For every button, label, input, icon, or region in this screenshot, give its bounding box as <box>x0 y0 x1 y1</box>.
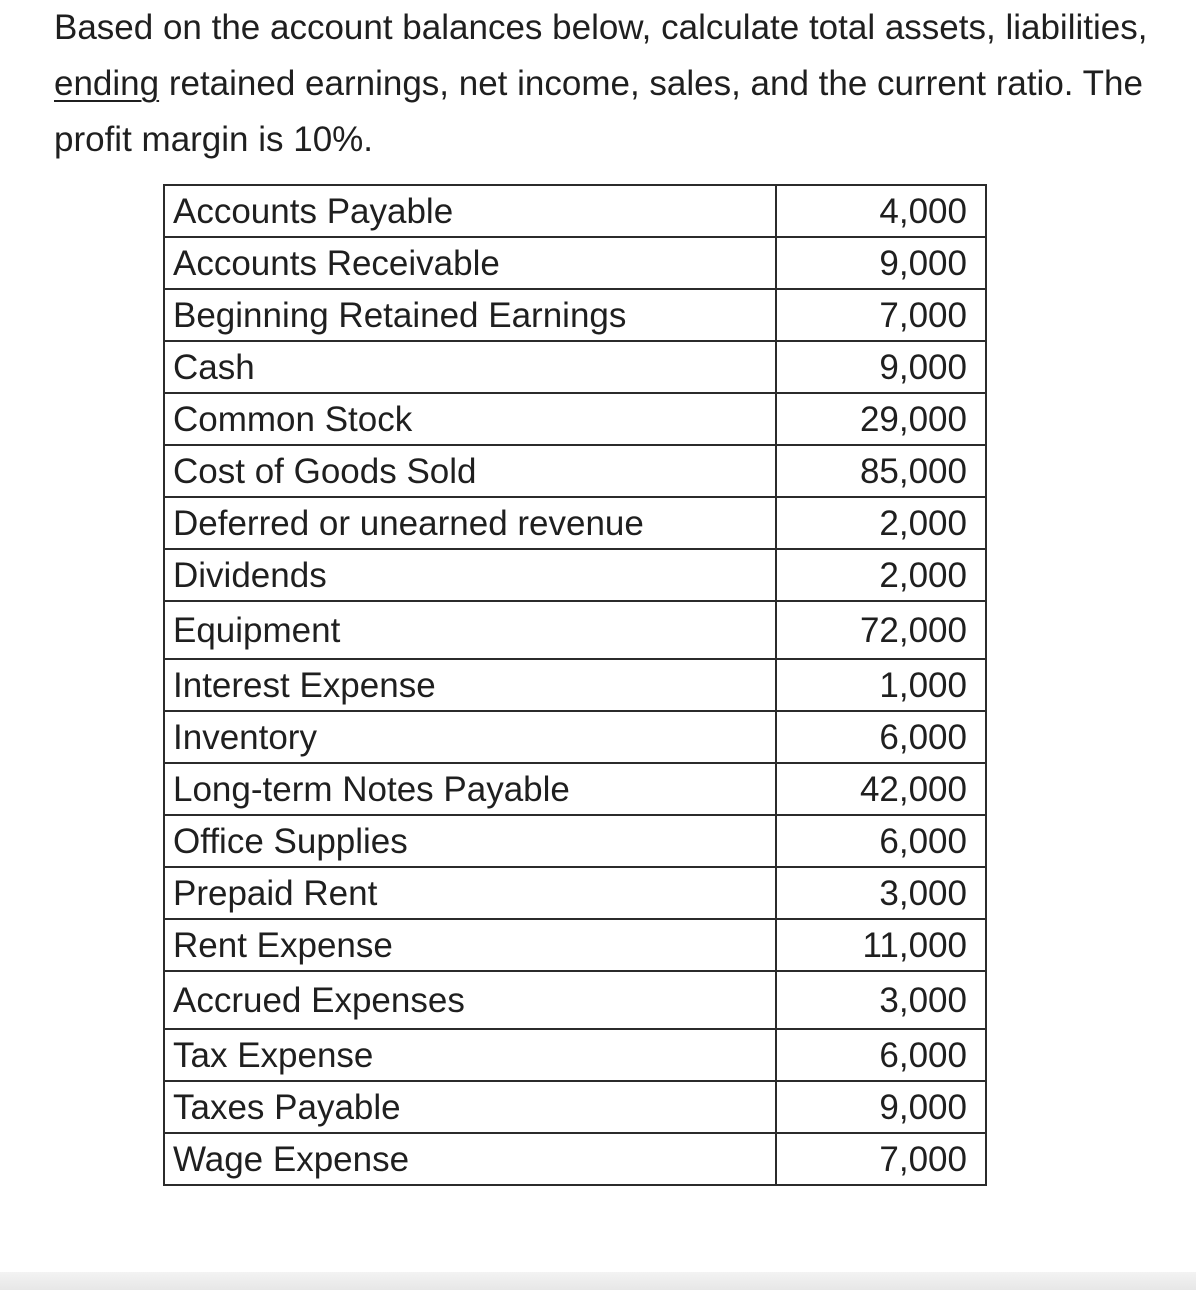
table-row <box>164 971 986 1029</box>
account-name: Deferred or unearned revenue <box>164 497 776 549</box>
account-amount: 7,000 <box>776 289 986 341</box>
table-row <box>164 711 986 763</box>
account-amount: 7,000 <box>776 1133 986 1185</box>
table-row <box>164 659 986 711</box>
prompt-underlined-word: ending <box>54 64 160 103</box>
table-row <box>164 815 986 867</box>
account-amount: 85,000 <box>776 445 986 497</box>
account-name: Taxes Payable <box>164 1081 776 1133</box>
account-amount: 6,000 <box>776 1029 986 1081</box>
account-name: Beginning Retained Earnings <box>164 289 776 341</box>
account-amount: 42,000 <box>776 763 986 815</box>
table-row <box>164 919 986 971</box>
account-amount: 9,000 <box>776 1081 986 1133</box>
account-amount: 11,000 <box>776 919 986 971</box>
account-name: Equipment <box>164 601 776 659</box>
account-amount: 6,000 <box>776 711 986 763</box>
account-name: Accounts Payable <box>164 185 776 237</box>
table-row <box>164 1029 986 1081</box>
account-name: Wage Expense <box>164 1133 776 1185</box>
account-balances-table <box>163 184 987 1186</box>
account-amount: 1,000 <box>776 659 986 711</box>
account-name: Prepaid Rent <box>164 867 776 919</box>
table-row <box>164 445 986 497</box>
table-row <box>164 497 986 549</box>
account-amount: 2,000 <box>776 497 986 549</box>
account-amount: 29,000 <box>776 393 986 445</box>
account-name: Long-term Notes Payable <box>164 763 776 815</box>
account-name: Inventory <box>164 711 776 763</box>
window-bottom-edge <box>0 1272 1196 1290</box>
table-row <box>164 393 986 445</box>
table-row <box>164 1133 986 1185</box>
table-row <box>164 763 986 815</box>
account-amount: 3,000 <box>776 867 986 919</box>
account-name: Interest Expense <box>164 659 776 711</box>
prompt-text-end: retained earnings, net income, sales, and the current ratio. The profit margin is 10%. <box>54 64 1143 159</box>
account-amount: 9,000 <box>776 237 986 289</box>
account-name: Dividends <box>164 549 776 601</box>
table-row <box>164 549 986 601</box>
table-row <box>164 185 986 237</box>
table-row <box>164 1081 986 1133</box>
account-name: Cost of Goods Sold <box>164 445 776 497</box>
account-amount: 4,000 <box>776 185 986 237</box>
account-amount: 72,000 <box>776 601 986 659</box>
account-amount: 3,000 <box>776 971 986 1029</box>
account-amount: 2,000 <box>776 549 986 601</box>
account-name: Rent Expense <box>164 919 776 971</box>
question-prompt <box>54 0 1164 168</box>
account-name: Accrued Expenses <box>164 971 776 1029</box>
table-row <box>164 867 986 919</box>
account-name: Office Supplies <box>164 815 776 867</box>
table-row <box>164 601 986 659</box>
table-row <box>164 341 986 393</box>
account-amount: 6,000 <box>776 815 986 867</box>
prompt-text-start: Based on the account balances below, calculate total assets, liabilities, <box>54 8 1148 47</box>
table-row <box>164 237 986 289</box>
account-amount: 9,000 <box>776 341 986 393</box>
table-row <box>164 289 986 341</box>
account-name: Tax Expense <box>164 1029 776 1081</box>
account-name: Common Stock <box>164 393 776 445</box>
account-name: Accounts Receivable <box>164 237 776 289</box>
account-name: Cash <box>164 341 776 393</box>
